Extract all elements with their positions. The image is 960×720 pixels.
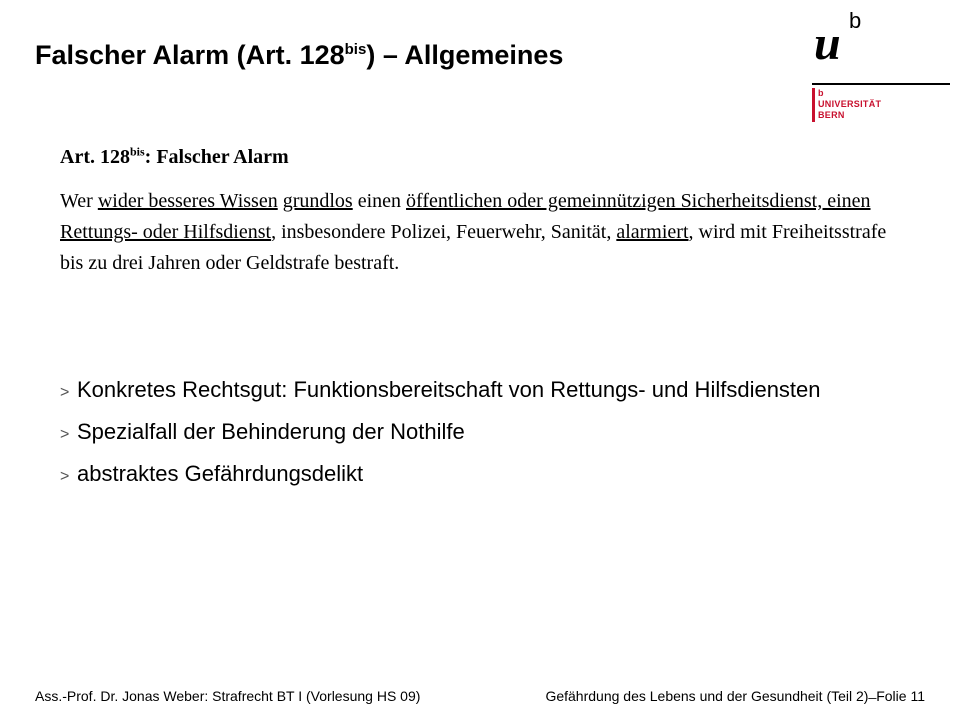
law-text-underlined: alarmiert <box>616 221 689 243</box>
logo-line-universitaet: UNIVERSITÄT <box>818 99 882 109</box>
slide-title-rest: ) – Allgemeines <box>366 40 564 70</box>
bullet-item <box>60 418 880 445</box>
bullet-text: Konkretes Rechtsgut: Funktionsbereitschaft von Rettungs- und Hilfsdiensten <box>77 377 821 402</box>
logo-small-b: b <box>818 88 824 98</box>
law-text-underlined: wider besseres Wissen <box>97 190 278 212</box>
university-bern-logo <box>812 8 952 123</box>
law-heading-rest: : Falscher Alarm <box>144 146 289 168</box>
footer-slide-info: Gefährdung des Lebens und der Gesundheit (Teil 2) ̶ Folie 11 <box>545 688 925 704</box>
bullet-marker: > <box>60 468 70 485</box>
law-article-text <box>60 186 900 279</box>
bullet-text: Spezialfall der Behinderung der Nothilfe <box>77 419 465 444</box>
law-text-segment: , wird mit Freiheitsstrafe bis zu drei Jahren oder Geldstrafe bestraft. <box>60 221 887 274</box>
logo-line-bern: BERN <box>818 110 845 120</box>
logo-b-glyph: b <box>849 8 862 33</box>
logo-accent-bar <box>812 88 815 122</box>
logo-wordmark <box>818 99 881 121</box>
law-text-underlined: öffentlichen oder gemeinnützigen Sicherheitsdienst, einen Rettungs- oder Hilfsdienst <box>60 190 871 243</box>
logo-u-glyph: u <box>814 17 841 70</box>
logo-rule <box>812 83 950 85</box>
law-article-heading <box>60 146 289 169</box>
bullet-marker: > <box>60 426 70 443</box>
bullet-text: abstraktes Gefährdungsdelikt <box>77 461 364 486</box>
law-heading-main: Art. 128 <box>60 146 130 168</box>
slide-title-superscript: bis <box>344 41 367 58</box>
law-text-segment: , insbesondere Polizei, Feuerwehr, Sanität, <box>271 221 617 243</box>
law-text-segment: Wer <box>60 190 98 212</box>
law-heading-superscript: bis <box>129 144 145 159</box>
law-text-underlined: grundlos <box>282 190 353 212</box>
slide-title <box>35 40 563 71</box>
slide-title-main: Falscher Alarm (Art. 128 <box>35 40 345 70</box>
bullet-item <box>60 460 880 487</box>
law-text-segment: einen <box>352 190 407 212</box>
bullet-marker: > <box>60 384 70 401</box>
bullet-item <box>60 376 880 403</box>
bullet-list <box>60 376 880 502</box>
footer-author: Ass.-Prof. Dr. Jonas Weber: Strafrecht BT I (Vorlesung HS 09) <box>35 688 421 704</box>
